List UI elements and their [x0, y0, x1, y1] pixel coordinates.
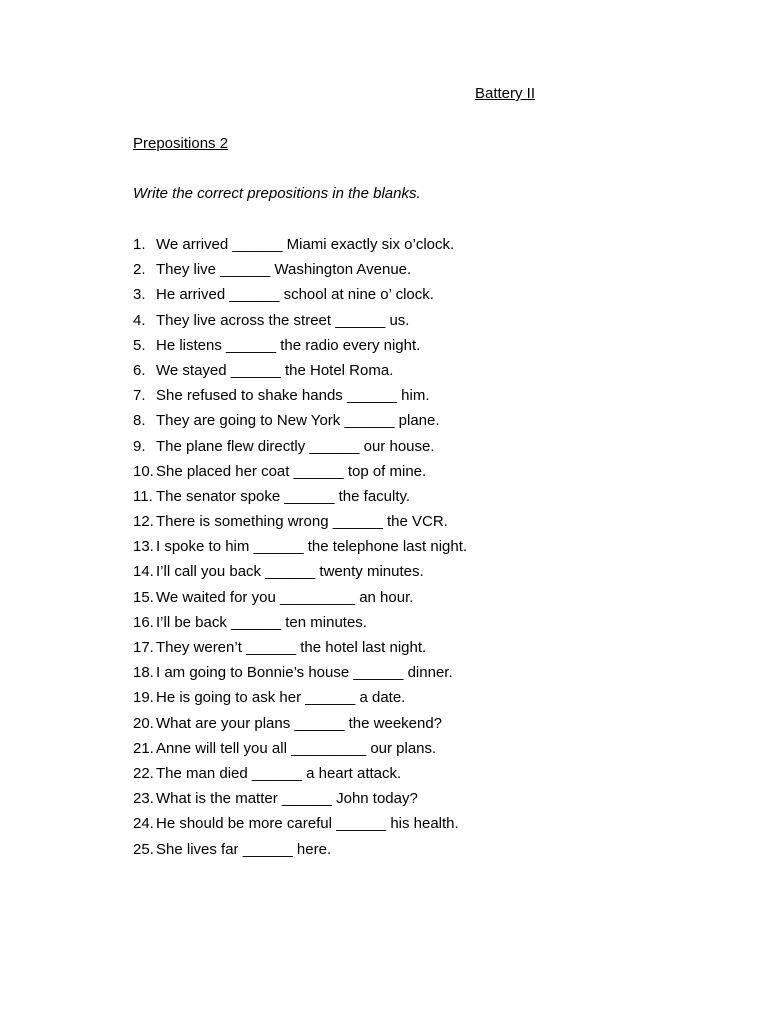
question-item: [133, 614, 467, 639]
question-item: [133, 715, 467, 740]
question-text: He arrived ______ school at nine o’ clock.: [156, 286, 434, 304]
header-title: Battery II: [475, 85, 536, 102]
question-item: [133, 664, 467, 689]
question-text: They live ______ Washington Avenue.: [156, 261, 412, 279]
question-item: [133, 790, 467, 815]
question-number: 24.: [133, 815, 154, 833]
question-number: 14.: [133, 563, 154, 581]
question-text: I’ll call you back ______ twenty minutes.: [156, 563, 424, 581]
question-item: [133, 412, 467, 437]
question-item: [133, 362, 467, 387]
question-number: 11.: [133, 487, 153, 505]
question-number: 10.: [133, 462, 154, 480]
question-text: There is something wrong ______ the VCR.: [156, 513, 448, 531]
section-title: Prepositions 2: [133, 135, 229, 152]
question-number: 19.: [133, 689, 154, 707]
question-text: What are your plans ______ the weekend?: [156, 714, 443, 732]
question-item: [133, 261, 467, 286]
question-item: [133, 689, 467, 714]
question-text: We waited for you _________ an hour.: [156, 588, 414, 606]
question-item: [133, 387, 467, 412]
question-number: 5.: [133, 336, 146, 354]
question-item: [133, 438, 467, 463]
question-number: 21.: [133, 739, 154, 757]
question-item: [133, 463, 467, 488]
question-number: 18.: [133, 664, 154, 682]
question-list: [133, 236, 467, 866]
question-item: [133, 563, 467, 588]
question-text: They weren’t ______ the hotel last night.: [156, 639, 427, 656]
question-text: They live across the street ______ us.: [156, 311, 410, 329]
question-item: [133, 337, 467, 362]
question-item: [133, 538, 467, 563]
question-text: She placed her coat ______ top of mine.: [156, 462, 427, 480]
question-text: They are going to New York ______ plane.: [156, 412, 440, 430]
question-item: [133, 589, 467, 614]
question-number: 9.: [133, 437, 146, 455]
question-item: [133, 488, 467, 513]
question-number: 23.: [133, 790, 154, 808]
question-item: [133, 740, 467, 765]
question-item: [133, 236, 467, 261]
question-number: 15.: [133, 588, 154, 606]
question-text: He should be more careful ______ his health.: [156, 815, 459, 833]
question-item: [133, 312, 467, 337]
question-text: Anne will tell you all _________ our plans.: [156, 739, 437, 757]
question-number: 1.: [133, 236, 146, 253]
question-number: 25.: [133, 840, 154, 858]
question-number: 16.: [133, 613, 154, 631]
question-number: 12.: [133, 513, 154, 531]
question-item: [133, 513, 467, 538]
question-number: 22.: [133, 764, 154, 782]
instructions: Write the correct prepositions in the blanks.: [133, 185, 421, 202]
question-item: [133, 639, 467, 664]
question-number: 2.: [133, 261, 146, 279]
question-text: She lives far ______ here.: [156, 840, 332, 858]
question-item: [133, 815, 467, 840]
question-text: I’ll be back ______ ten minutes.: [156, 613, 367, 631]
question-text: The plane flew directly ______ our house.: [156, 437, 435, 455]
question-number: 8.: [133, 412, 146, 430]
question-text: We arrived ______ Miami exactly six o’clock.: [156, 236, 455, 253]
question-number: 6.: [133, 361, 146, 379]
question-number: 7.: [133, 387, 146, 405]
question-text: He listens ______ the radio every night.: [156, 336, 421, 354]
question-number: 20.: [133, 714, 154, 732]
question-item: [133, 841, 467, 866]
question-item: [133, 765, 467, 790]
question-number: 17.: [133, 639, 154, 656]
question-text: We stayed ______ the Hotel Roma.: [156, 361, 394, 379]
question-text: The senator spoke ______ the faculty.: [156, 487, 411, 505]
question-number: 13.: [133, 538, 154, 556]
question-text: I am going to Bonnie’s house ______ dinner.: [156, 664, 453, 682]
question-text: What is the matter ______ John today?: [156, 790, 418, 808]
question-text: She refused to shake hands ______ him.: [156, 387, 430, 405]
question-text: He is going to ask her ______ a date.: [156, 689, 406, 707]
question-item: [133, 286, 467, 311]
question-text: The man died ______ a heart attack.: [156, 764, 402, 782]
question-number: 3.: [133, 286, 146, 304]
question-text: I spoke to him ______ the telephone last night.: [156, 538, 468, 556]
question-number: 4.: [133, 311, 146, 329]
